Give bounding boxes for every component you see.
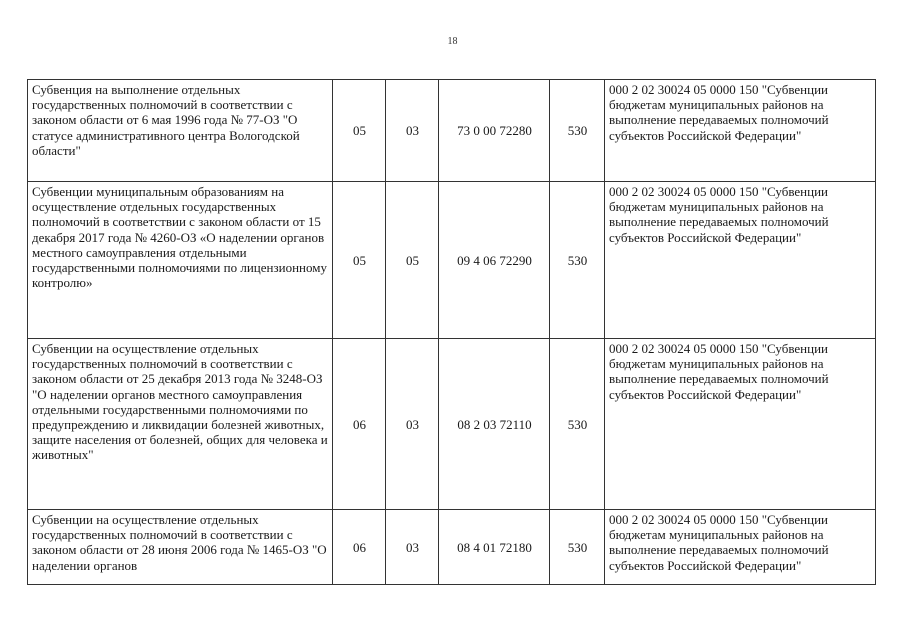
table-row (28, 182, 876, 339)
table-row (28, 510, 876, 585)
row-subsection: 03 (386, 510, 439, 585)
row-subsection: 03 (386, 339, 439, 510)
row-revenue-code: 000 2 02 30024 05 0000 150 "Субвенции бюджетам муниципальных районов на выполнение передаваемых полномочий субъектов Российской Федерации" (605, 80, 876, 182)
table-row (28, 339, 876, 510)
row-expense-type: 530 (550, 510, 605, 585)
row-section: 06 (333, 339, 386, 510)
row-target-article: 08 2 03 72110 (439, 339, 550, 510)
page-number: 18 (447, 36, 458, 47)
row-description: Субвенции муниципальным образованиям на осуществление отдельных государственных полномочий в соответствии с законом области от 15 декабря 2017 года № 4260-ОЗ «О наделении органов местного самоуправления отдельными государственными полномочиями по лицензионному контролю» (28, 182, 333, 339)
row-section: 05 (333, 80, 386, 182)
row-expense-type: 530 (550, 80, 605, 182)
row-expense-type: 530 (550, 339, 605, 510)
row-description: Субвенция на выполнение отдельных государственных полномочий в соответствии с законом области от 6 мая 1996 года № 77-ОЗ "О статусе административного центра Вологодской области" (28, 80, 333, 182)
row-section: 06 (333, 510, 386, 585)
row-target-article: 09 4 06 72290 (439, 182, 550, 339)
row-revenue-code: 000 2 02 30024 05 0000 150 "Субвенции бюджетам муниципальных районов на выполнение передаваемых полномочий субъектов Российской Федерации" (605, 182, 876, 339)
row-description: Субвенции на осуществление отдельных государственных полномочий в соответствии с законом области от 25 декабря 2013 года № 3248-ОЗ "О наделении органов местного самоуправления отдельными государственными полномочиями по предупреждению и ликвидации болезней животных, защите населения от болезней, общих для человека и животных" (28, 339, 333, 510)
row-revenue-code: 000 2 02 30024 05 0000 150 "Субвенции бюджетам муниципальных районов на выполнение передаваемых полномочий субъектов Российской Федерации" (605, 339, 876, 510)
row-subsection: 03 (386, 80, 439, 182)
table-row (28, 80, 876, 182)
row-target-article: 73 0 00 72280 (439, 80, 550, 182)
row-section: 05 (333, 182, 386, 339)
row-description: Субвенции на осуществление отдельных государственных полномочий в соответствии с законом области от 28 июня 2006 года № 1465-ОЗ "О наделении органов (28, 510, 333, 585)
row-expense-type: 530 (550, 182, 605, 339)
subventions-table (27, 79, 876, 585)
row-subsection: 05 (386, 182, 439, 339)
row-target-article: 08 4 01 72180 (439, 510, 550, 585)
row-revenue-code: 000 2 02 30024 05 0000 150 "Субвенции бюджетам муниципальных районов на выполнение передаваемых полномочий субъектов Российской Федерации" (605, 510, 876, 585)
